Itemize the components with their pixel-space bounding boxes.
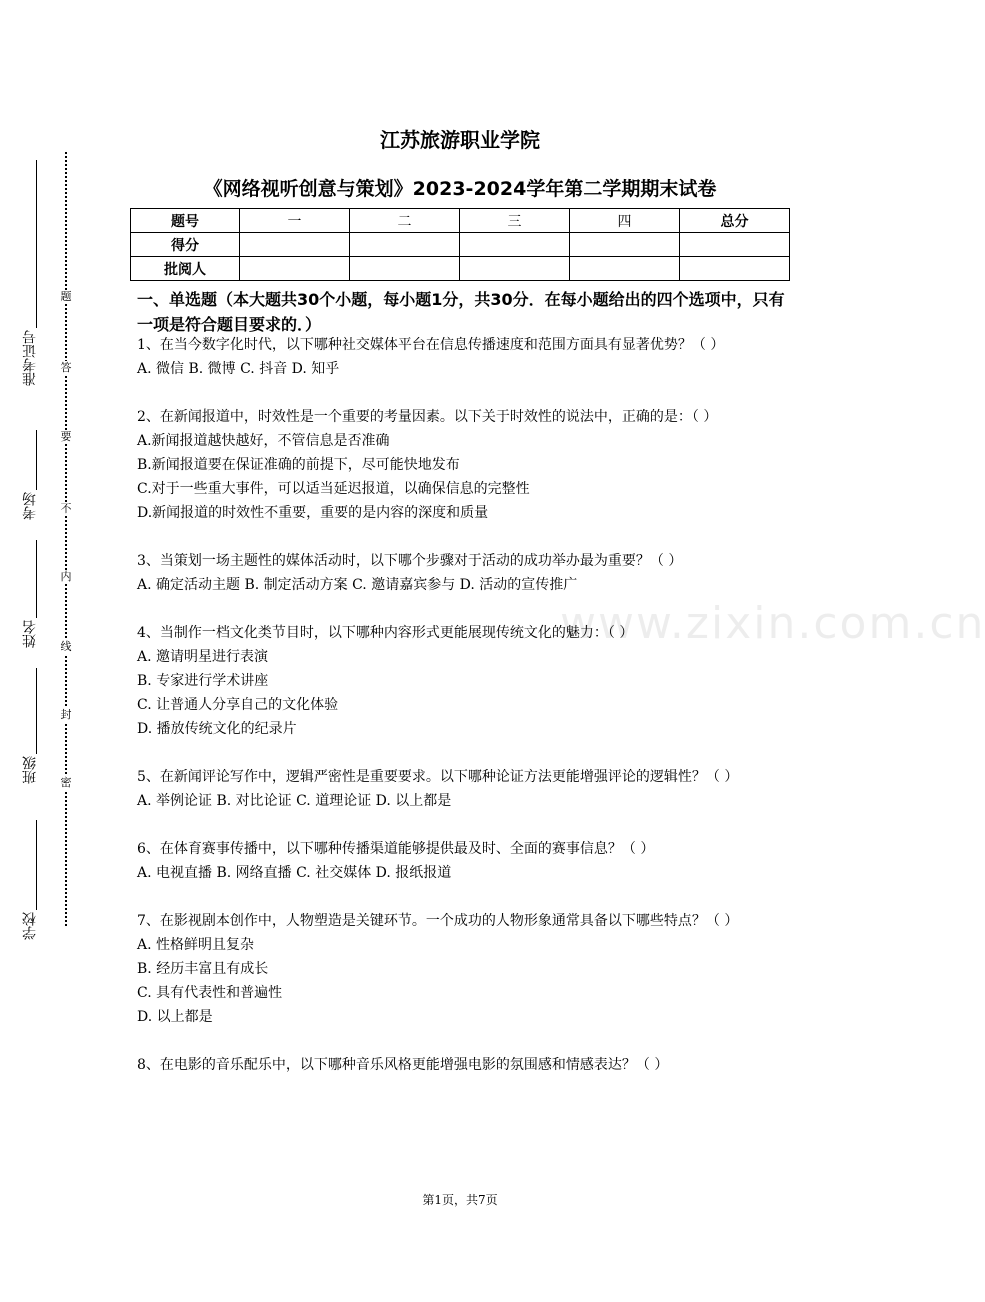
- question-option: D. 播放传统文化的纪录片: [137, 721, 297, 737]
- seal-char: 题: [60, 290, 72, 303]
- question-option: A. 微信 B. 微博 C. 抖音 D. 知乎: [137, 361, 340, 377]
- question-list: [137, 333, 787, 1101]
- score-header-cell: 题号: [131, 209, 240, 233]
- question: [137, 549, 787, 597]
- class-label: 班级: [22, 756, 38, 784]
- question-option: C.对于一些重大事件，可以适当延迟报道，以确保信息的完整性: [137, 481, 530, 497]
- exam-number-label: 准考证号: [22, 330, 38, 386]
- page-footer: 第1页，共7页: [422, 1193, 498, 1207]
- question-option: C. 具有代表性和普遍性: [137, 985, 283, 1001]
- score-row: [131, 233, 790, 257]
- school-underline: [36, 820, 37, 910]
- binding-field-exam-room: [18, 492, 42, 520]
- question-option: A. 举例论证 B. 对比论证 C. 道理论证 D. 以上都是: [137, 793, 452, 809]
- seal-char: 不: [60, 502, 72, 515]
- score-cell[interactable]: [680, 233, 790, 257]
- question-option: C. 让普通人分享自己的文化体验: [137, 697, 339, 713]
- question-option: A. 确定活动主题 B. 制定活动方案 C. 邀请嘉宾参与 D. 活动的宣传推广: [137, 577, 578, 593]
- question-stem: 7、在影视剧本创作中，人物塑造是关键环节。一个成功的人物形象通常具备以下哪些特点？（ ）: [137, 913, 739, 929]
- question-option: B. 经历丰富且有成长: [137, 961, 269, 977]
- grader-cell[interactable]: [460, 257, 570, 281]
- grader-row: [131, 257, 790, 281]
- score-table: [130, 208, 790, 281]
- seal-char: 线: [60, 640, 72, 653]
- score-header-cell: 三: [460, 209, 570, 233]
- school-label: 学校: [22, 912, 38, 940]
- question-stem: 2、在新闻报道中，时效性是一个重要的考量因素。以下关于时效性的说法中，正确的是：（ ）: [137, 409, 718, 425]
- score-cell[interactable]: [240, 233, 350, 257]
- question: [137, 405, 787, 525]
- question: [137, 1053, 787, 1077]
- question-option: A.新闻报道越快越好，不管信息是否准确: [137, 433, 390, 449]
- seal-char: 封: [60, 708, 72, 721]
- question: [137, 765, 787, 813]
- question: [137, 837, 787, 885]
- score-header-cell: 二: [350, 209, 460, 233]
- seal-char: 内: [60, 570, 72, 583]
- score-header-cell: 总分: [680, 209, 790, 233]
- score-cell[interactable]: [350, 233, 460, 257]
- binding-field-class: [18, 756, 42, 784]
- grader-cell[interactable]: [240, 257, 350, 281]
- section-heading: 一、单选题（本大题共30个小题，每小题1分，共30分．在每小题给出的四个选项中，只有一项是符合题目要求的．）: [137, 290, 785, 334]
- binding-field-name: [18, 620, 42, 648]
- question-option: A. 邀请明星进行表演: [137, 649, 269, 665]
- score-row-label: 得分: [131, 233, 240, 257]
- school-title: 江苏旅游职业学院: [380, 128, 540, 152]
- grader-cell[interactable]: [680, 257, 790, 281]
- seal-char: 答: [60, 361, 72, 374]
- seal-char: 密: [60, 776, 72, 789]
- question-stem: 5、在新闻评论写作中，逻辑严密性是重要要求。以下哪种论证方法更能增强评论的逻辑性？（ ）: [137, 769, 739, 785]
- question: [137, 909, 787, 1029]
- seal-dotted-line: [65, 152, 67, 926]
- score-header-cell: 四: [570, 209, 680, 233]
- exam-room-underline: [36, 430, 37, 490]
- question-stem: 3、当策划一场主题性的媒体活动时，以下哪个步骤对于活动的成功举办最为重要？（ ）: [137, 553, 683, 569]
- name-label: 姓名: [22, 620, 38, 648]
- watermark: www.zixin.com.cn: [560, 598, 985, 649]
- binding-field-exam-number: [18, 330, 42, 386]
- score-cell[interactable]: [460, 233, 570, 257]
- question-option: D. 以上都是: [137, 1009, 213, 1025]
- seal-char: 要: [60, 430, 72, 443]
- question-option: B.新闻报道要在保证准确的前提下，尽可能快地发布: [137, 457, 460, 473]
- score-cell[interactable]: [570, 233, 680, 257]
- grader-row-label: 批阅人: [131, 257, 240, 281]
- score-table-header-row: [131, 209, 790, 233]
- score-header-cell: 一: [240, 209, 350, 233]
- grader-cell[interactable]: [570, 257, 680, 281]
- question-option: D.新闻报道的时效性不重要，重要的是内容的深度和质量: [137, 505, 489, 521]
- question-option: A. 性格鲜明且复杂: [137, 937, 255, 953]
- question-stem: 4、当制作一档文化类节目时，以下哪种内容形式更能展现传统文化的魅力：（ ）: [137, 625, 634, 641]
- exam-room-label: 考场: [22, 492, 38, 520]
- exam-title: 《网络视听创意与策划》2023-2024学年第二学期期末试卷: [203, 178, 717, 200]
- question-option: A. 电视直播 B. 网络直播 C. 社交媒体 D. 报纸报道: [137, 865, 452, 881]
- question: [137, 333, 787, 381]
- question-stem: 8、在电影的音乐配乐中，以下哪种音乐风格更能增强电影的氛围感和情感表达？（ ）: [137, 1057, 669, 1073]
- question-option: B. 专家进行学术讲座: [137, 673, 269, 689]
- name-underline: [36, 540, 37, 618]
- question-stem: 1、在当今数字化时代，以下哪种社交媒体平台在信息传播速度和范围方面具有显著优势？（ ）: [137, 337, 725, 353]
- class-underline: [36, 668, 37, 754]
- question-stem: 6、在体育赛事传播中，以下哪种传播渠道能够提供最及时、全面的赛事信息？（ ）: [137, 841, 655, 857]
- grader-cell[interactable]: [350, 257, 460, 281]
- binding-field-school: [18, 912, 42, 940]
